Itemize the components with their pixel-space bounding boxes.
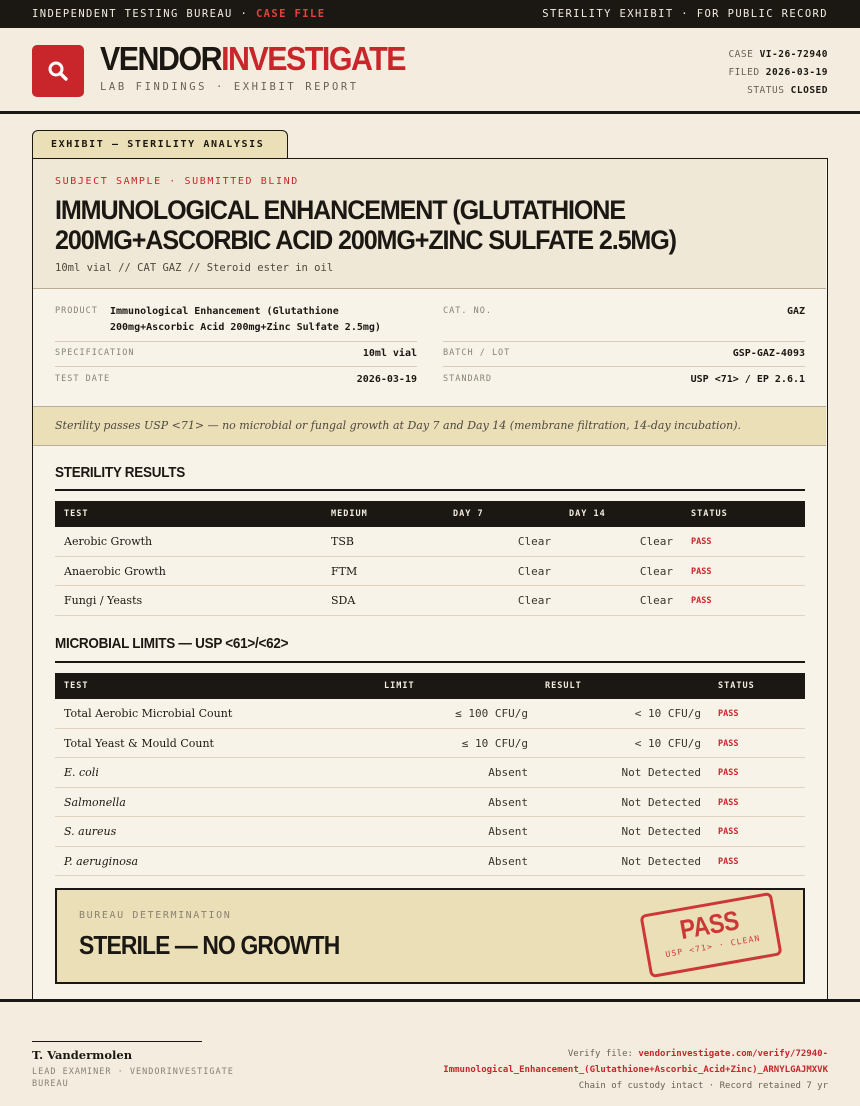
- table-row[interactable]: [55, 527, 805, 557]
- table-row[interactable]: [55, 847, 805, 877]
- product-value-line2: 200mg+Ascorbic Acid 200mg+Zinc Sulfate 2.5mg): [110, 322, 381, 333]
- stamp-sub: USP <71> · CLEAN: [664, 933, 762, 960]
- microbial-heading: MICROBIAL LIMITS — USP <61>/<62>: [55, 635, 289, 652]
- limit: Absent: [488, 766, 528, 779]
- status-badge: PASS: [718, 797, 739, 808]
- test-name: E. coli: [64, 766, 99, 779]
- filed-label: FILED: [728, 67, 760, 78]
- masthead: [0, 28, 860, 112]
- signer-role: LEAD EXAMINER · VENDORINVESTIGATE BUREAU: [32, 1067, 234, 1089]
- table-header: [55, 673, 805, 699]
- table-row[interactable]: [55, 729, 805, 759]
- status-value: CLOSED: [790, 85, 828, 96]
- col-day14: DAY 14: [569, 509, 606, 519]
- stamp-main: PASS: [677, 905, 741, 946]
- test-name: Total Yeast & Mould Count: [64, 736, 214, 750]
- limit: Absent: [488, 825, 528, 838]
- verify-block: [408, 1046, 828, 1094]
- test-name: P. aeruginosa: [64, 854, 139, 868]
- signature-line: [32, 1041, 202, 1042]
- sterility-heading: STERILITY RESULTS: [55, 464, 185, 481]
- product-title: IMMUNOLOGICAL ENHANCEMENT (GLUTATHIONE 200MG+ASCORBIC ACID 200MG+ZINC SULFATE 2.5MG): [55, 195, 676, 255]
- batch-label: BATCH / LOT: [443, 348, 511, 358]
- status-badge: PASS: [718, 738, 739, 749]
- test-name: Anaerobic Growth: [64, 564, 166, 578]
- status-badge: PASS: [691, 537, 712, 547]
- result: Not Detected: [621, 825, 701, 838]
- result: Not Detected: [621, 766, 701, 779]
- verify-label: Verify file:: [567, 1049, 639, 1059]
- custody-note: Chain of custody intact · Record retained 7 yr: [578, 1081, 828, 1091]
- signer-name: T. Vandermolen: [32, 1048, 133, 1062]
- table-row[interactable]: [55, 817, 805, 847]
- day14-result: Clear: [639, 564, 673, 578]
- table-row[interactable]: [55, 758, 805, 788]
- verify-link-continued[interactable]: Immunological_Enhancement_(Glutathione+Ascorbic_Acid+Zinc)_ARNYLGAJMXVK: [443, 1065, 828, 1075]
- col-medium: MEDIUM: [331, 509, 368, 519]
- limit: ≤ 100 CFU/g: [455, 707, 528, 720]
- product-label: PRODUCT: [55, 306, 98, 316]
- summary-note: Sterility passes USP <71> — no microbial or fungal growth at Day 7 and Day 14 (membrane filtration, 14-day incubation).: [33, 406, 826, 446]
- medium: SDA: [331, 594, 356, 607]
- info-divider: [443, 366, 805, 367]
- result: Not Detected: [621, 795, 701, 809]
- standard-value: USP <71> / EP 2.6.1: [690, 374, 805, 385]
- spec-label: SPECIFICATION: [55, 348, 135, 358]
- determination-text: STERILE — NO GROWTH: [79, 930, 340, 960]
- test-name: S. aureus: [64, 825, 117, 838]
- result: < 10 CFU/g: [634, 736, 701, 750]
- col-test: TEST: [64, 681, 89, 691]
- day14-result: Clear: [639, 594, 673, 607]
- magnifier-icon: [45, 58, 71, 84]
- result: < 10 CFU/g: [634, 707, 701, 720]
- product-value-line1: Immunological Enhancement (Glutathione: [110, 306, 339, 317]
- day7-result: Clear: [517, 535, 551, 548]
- batch-value: GSP-GAZ-4093: [732, 348, 805, 359]
- brand-primary: VENDOR: [100, 40, 222, 77]
- bureau-label: [32, 8, 325, 20]
- top-strip: [0, 0, 860, 28]
- test-name: Salmonella: [64, 795, 126, 809]
- status-badge: PASS: [718, 827, 739, 837]
- col-day7: DAY 7: [453, 509, 484, 519]
- verify-line: [408, 1046, 828, 1062]
- test-date-value: 2026-03-19: [356, 374, 417, 385]
- col-status: STATUS: [691, 509, 728, 519]
- bureau-determination: [55, 888, 805, 984]
- day7-result: Clear: [517, 594, 551, 607]
- case-number-row: [728, 46, 828, 64]
- table-row[interactable]: [55, 699, 805, 729]
- table-row[interactable]: [55, 557, 805, 587]
- determination-kicker: BUREAU DETERMINATION: [79, 910, 232, 921]
- test-name: Fungi / Yeasts: [64, 594, 143, 607]
- case-file-label: CASE FILE: [255, 8, 326, 20]
- microbial-table: [55, 673, 805, 876]
- section-rule: [55, 489, 805, 491]
- brand-wordmark[interactable]: [100, 40, 405, 78]
- exhibit-tab[interactable]: EXHIBIT — STERILITY ANALYSIS: [32, 130, 288, 159]
- col-limit: LIMIT: [384, 681, 415, 691]
- filed-date: 2026-03-19: [765, 67, 828, 78]
- tagline: LAB FINDINGS · EXHIBIT REPORT: [100, 81, 359, 93]
- logo[interactable]: [32, 45, 84, 97]
- verify-link[interactable]: vendorinvestigate.com/verify/72940-: [638, 1049, 828, 1059]
- cat-value: GAZ: [786, 306, 805, 317]
- exhibit-label: STERILITY EXHIBIT · FOR PUBLIC RECORD: [542, 8, 828, 20]
- day7-result: Clear: [517, 564, 551, 578]
- bureau-text: INDEPENDENT TESTING BUREAU ·: [32, 8, 256, 20]
- masthead-divider: [0, 111, 860, 114]
- cat-label: CAT. NO.: [443, 306, 492, 316]
- table-header: [55, 501, 805, 527]
- product-subline: 10ml vial // CAT GAZ // Steroid ester in oil: [55, 262, 334, 274]
- spec-value: 10ml vial: [362, 348, 417, 359]
- medium: FTM: [331, 564, 358, 578]
- status-badge: PASS: [718, 856, 739, 867]
- filed-row: [728, 64, 828, 82]
- case-label: CASE: [728, 49, 754, 60]
- test-date-label: TEST DATE: [55, 374, 111, 384]
- case-number: VI-26-72940: [759, 49, 828, 60]
- status-badge: PASS: [691, 596, 712, 606]
- info-divider: [55, 366, 417, 367]
- status-label: STATUS: [747, 85, 785, 96]
- info-divider: [443, 341, 805, 342]
- col-test: TEST: [64, 509, 89, 519]
- sterility-table: [55, 501, 805, 616]
- case-meta: [728, 46, 828, 100]
- footer-divider: [0, 999, 860, 1002]
- status-badge: PASS: [718, 709, 739, 719]
- limit: Absent: [488, 795, 528, 809]
- status-badge: PASS: [691, 566, 712, 577]
- exhibit-panel: [32, 158, 828, 1001]
- brand-accent: INVESTIGATE: [221, 40, 406, 77]
- table-row[interactable]: [55, 788, 805, 818]
- limit: ≤ 10 CFU/g: [461, 736, 528, 750]
- day14-result: Clear: [639, 535, 673, 548]
- standard-label: STANDARD: [443, 374, 492, 384]
- test-name: Aerobic Growth: [64, 535, 153, 548]
- pass-stamp: [639, 892, 782, 978]
- col-status: STATUS: [718, 681, 755, 691]
- info-divider: [55, 341, 417, 342]
- result: Not Detected: [621, 854, 701, 868]
- section-rule: [55, 661, 805, 663]
- subject-header: [33, 159, 826, 289]
- limit: Absent: [488, 854, 528, 868]
- status-row: [728, 82, 828, 100]
- status-badge: PASS: [718, 768, 739, 778]
- medium: TSB: [331, 535, 354, 548]
- subject-kicker: SUBJECT SAMPLE · SUBMITTED BLIND: [55, 176, 299, 187]
- test-name: Total Aerobic Microbial Count: [64, 707, 233, 720]
- table-row[interactable]: [55, 586, 805, 616]
- col-result: RESULT: [545, 681, 582, 691]
